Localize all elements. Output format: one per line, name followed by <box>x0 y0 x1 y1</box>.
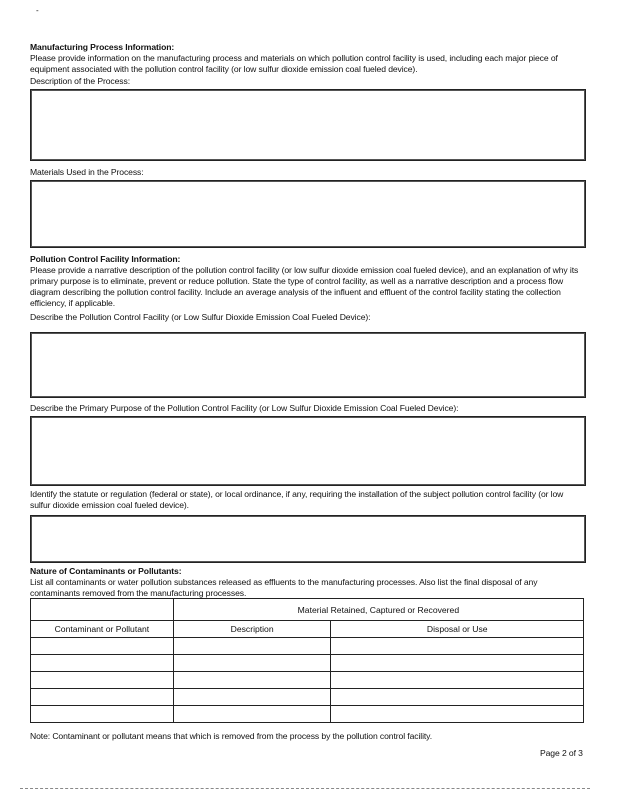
process-description-field[interactable] <box>30 89 586 161</box>
contaminants-intro: List all contaminants or water pollution substances released as effluents to the manufacturing processes. Also list the final disposal of any contaminants removed from the manufacturing processes. <box>30 577 538 598</box>
materials-label: Materials Used in the Process: <box>30 167 144 177</box>
materials-field[interactable] <box>30 180 586 248</box>
pollution-intro: Please provide a narrative description of the pollution control facility (or low sulfur dioxide emission coal fueled device), and an explanation of why its primary purpose is to eliminate, prevent or reduce pollution. State the type of control facility, as well as a narrative description and a process flow diagram describing the pollution control facility. Include an average analysis of the influent and effluent of the control facility stating the collection efficiency, if applicable. <box>30 265 579 308</box>
table-row <box>31 689 584 706</box>
purpose-field[interactable] <box>30 416 586 486</box>
material-retained-header: Material Retained, Captured or Recovered <box>173 599 583 621</box>
column-header-contaminant: Contaminant or Pollutant <box>31 621 174 638</box>
description-cell[interactable] <box>173 655 331 672</box>
table-row <box>31 655 584 672</box>
description-cell[interactable] <box>173 672 331 689</box>
page-number: Page 2 of 3 <box>540 748 583 758</box>
disposal-cell[interactable] <box>331 638 584 655</box>
footnote: Note: Contaminant or pollutant means that which is removed from the process by the pollution control facility. <box>30 731 433 741</box>
describe-facility-label: Describe the Pollution Control Facility (or Low Sulfur Dioxide Emission Coal Fueled Device): <box>30 312 371 322</box>
column-header-disposal: Disposal or Use <box>331 621 584 638</box>
manufacturing-intro: Please provide information on the manufacturing process and materials on which pollution control facility is used, including each major piece of equipment associated with the pollution control facility (or low sulfur dioxide emission coal fueled device). <box>30 53 558 74</box>
statute-label: Identify the statute or regulation (federal or state), or local ordinance, if any, requiring the installation of the subject pollution control facility (or low sulfur dioxide emission coal fueled device). <box>30 489 564 510</box>
statute-field[interactable] <box>30 515 586 563</box>
purpose-label: Describe the Primary Purpose of the Pollution Control Facility (or Low Sulfur Dioxide Emission Coal Fueled Device): <box>30 403 459 413</box>
contaminants-table <box>30 598 584 723</box>
contaminant-cell[interactable] <box>31 638 174 655</box>
contaminant-cell[interactable] <box>31 706 174 723</box>
facility-description-field[interactable] <box>30 332 586 398</box>
table-row <box>31 672 584 689</box>
contaminants-heading: Nature of Contaminants or Pollutants: <box>30 566 182 576</box>
contaminant-cell[interactable] <box>31 672 174 689</box>
description-cell[interactable] <box>173 689 331 706</box>
table-group-header-row <box>31 599 584 621</box>
process-label: Description of the Process: <box>30 76 130 86</box>
disposal-cell[interactable] <box>331 689 584 706</box>
table-cell <box>31 599 174 621</box>
table-row <box>31 706 584 723</box>
manufacturing-heading: Manufacturing Process Information: <box>30 42 175 52</box>
corner-mark: - <box>36 6 39 15</box>
disposal-cell[interactable] <box>331 672 584 689</box>
scan-edge-divider <box>20 788 590 789</box>
disposal-cell[interactable] <box>331 706 584 723</box>
table-column-header-row <box>31 621 584 638</box>
disposal-cell[interactable] <box>331 655 584 672</box>
table-row <box>31 638 584 655</box>
column-header-description: Description <box>173 621 331 638</box>
description-cell[interactable] <box>173 638 331 655</box>
description-cell[interactable] <box>173 706 331 723</box>
contaminant-cell[interactable] <box>31 689 174 706</box>
pollution-heading: Pollution Control Facility Information: <box>30 254 181 264</box>
contaminant-cell[interactable] <box>31 655 174 672</box>
